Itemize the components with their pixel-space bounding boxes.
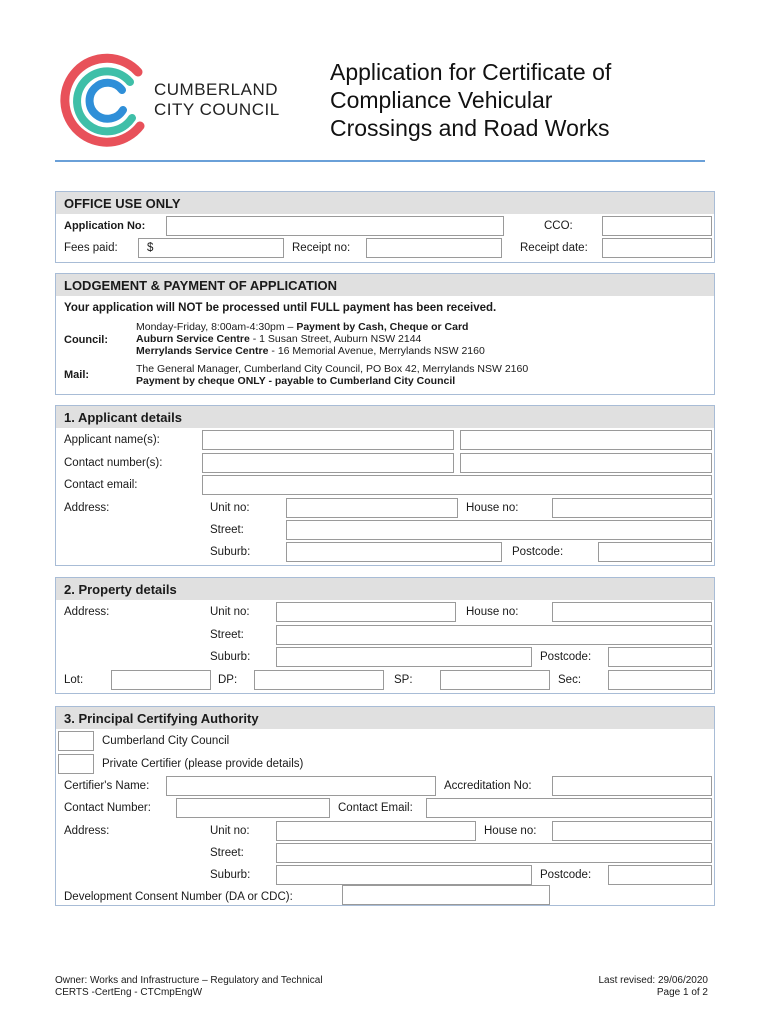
footer-owner: Owner: Works and Infrastructure – Regulatory and Technical bbox=[55, 975, 323, 986]
pca-heading: 3. Principal Certifying Authority bbox=[64, 711, 259, 726]
lot-field[interactable] bbox=[111, 670, 211, 690]
applicant-section bbox=[55, 405, 715, 566]
council-logo bbox=[58, 50, 308, 150]
footer-right bbox=[598, 975, 708, 999]
council-option-checkbox[interactable] bbox=[58, 731, 94, 751]
council-hours-line bbox=[136, 321, 468, 333]
property-unit-field[interactable] bbox=[276, 602, 456, 622]
certifier-house-field[interactable] bbox=[552, 821, 712, 841]
payment-warning: Your application will NOT be processed until FULL payment has been received. bbox=[64, 302, 497, 314]
applicant-unit-field[interactable] bbox=[286, 498, 458, 518]
applicant-house-label: House no: bbox=[466, 502, 519, 514]
logo-text-line1: CUMBERLAND bbox=[154, 80, 279, 99]
title-line1: Application for Certificate of bbox=[330, 59, 612, 85]
cco-field[interactable] bbox=[602, 216, 712, 236]
property-house-label: House no: bbox=[466, 606, 519, 618]
certifier-contact-number-field[interactable] bbox=[176, 798, 330, 818]
council-payment-methods: Payment by Cash, Cheque or Card bbox=[296, 321, 469, 333]
council-option-label: Cumberland City Council bbox=[102, 735, 230, 747]
applicant-name-field-1[interactable] bbox=[202, 430, 454, 450]
office-use-header bbox=[56, 192, 714, 214]
contact-email-field[interactable] bbox=[202, 475, 712, 495]
contact-number-field-2[interactable] bbox=[460, 453, 712, 473]
applicant-header bbox=[56, 406, 714, 428]
contact-number-field-1[interactable] bbox=[202, 453, 454, 473]
sp-field[interactable] bbox=[440, 670, 550, 690]
applicant-street-label: Street: bbox=[210, 524, 244, 536]
certifier-street-field[interactable] bbox=[276, 843, 712, 863]
logo-text-line2: CITY COUNCIL bbox=[154, 100, 280, 119]
auburn-centre-address: - 1 Susan Street, Auburn NSW 2144 bbox=[249, 333, 422, 345]
currency-symbol: $ bbox=[147, 242, 154, 254]
applicant-street-field[interactable] bbox=[286, 520, 712, 540]
private-certifier-checkbox[interactable] bbox=[58, 754, 94, 774]
certifier-postcode-label: Postcode: bbox=[540, 869, 592, 881]
property-street-field[interactable] bbox=[276, 625, 712, 645]
cco-label: CCO: bbox=[544, 220, 573, 232]
auburn-centre-name: Auburn Service Centre bbox=[136, 333, 250, 345]
pca-header bbox=[56, 707, 714, 729]
council-hours: Monday-Friday, 8:00am-4:30pm – bbox=[136, 321, 294, 333]
certifier-suburb-field[interactable] bbox=[276, 865, 532, 885]
pca-section bbox=[55, 706, 715, 906]
certifier-unit-label: Unit no: bbox=[210, 825, 250, 837]
fees-paid-label: Fees paid: bbox=[64, 242, 118, 254]
property-section bbox=[55, 577, 715, 694]
applicant-name-field-2[interactable] bbox=[460, 430, 712, 450]
consent-number-label: Development Consent Number (DA or CDC): bbox=[64, 891, 293, 903]
applicant-unit-label: Unit no: bbox=[210, 502, 250, 514]
accreditation-label: Accreditation No: bbox=[444, 780, 532, 792]
title-line2: Compliance Vehicular bbox=[330, 87, 553, 113]
certifier-house-label: House no: bbox=[484, 825, 537, 837]
sec-label: Sec: bbox=[558, 674, 582, 686]
mail-address: The General Manager, Cumberland City Council, PO Box 42, Merrylands NSW 2160 bbox=[136, 363, 529, 375]
auburn-centre-line bbox=[136, 333, 421, 345]
property-suburb-label: Suburb: bbox=[210, 651, 251, 663]
title-line3: Crossings and Road Works bbox=[330, 115, 610, 141]
certifier-postcode-field[interactable] bbox=[608, 865, 712, 885]
receipt-date-field[interactable] bbox=[602, 238, 712, 258]
certifier-contact-email-field[interactable] bbox=[426, 798, 712, 818]
receipt-no-field[interactable] bbox=[366, 238, 502, 258]
applicant-names-label: Applicant name(s): bbox=[64, 434, 160, 446]
application-no-field[interactable] bbox=[166, 216, 504, 236]
certifier-address-label: Address: bbox=[64, 825, 110, 837]
property-heading: 2. Property details bbox=[64, 582, 177, 597]
merrylands-centre-address: - 16 Memorial Avenue, Merrylands NSW 2160 bbox=[268, 345, 485, 357]
office-use-section bbox=[55, 191, 715, 263]
property-header bbox=[56, 578, 714, 600]
receipt-date-label: Receipt date: bbox=[520, 242, 588, 254]
certifier-name-field[interactable] bbox=[166, 776, 436, 796]
lodgement-section bbox=[55, 273, 715, 395]
application-no-label: Application No: bbox=[64, 220, 146, 232]
contact-numbers-label: Contact number(s): bbox=[64, 457, 163, 469]
property-postcode-field[interactable] bbox=[608, 647, 712, 667]
footer-code: CERTS -CertEng - CTCmpEngW bbox=[55, 987, 203, 998]
applicant-suburb-label: Suburb: bbox=[210, 546, 251, 558]
dp-field[interactable] bbox=[254, 670, 384, 690]
lodgement-heading: LODGEMENT & PAYMENT OF APPLICATION bbox=[64, 278, 338, 293]
applicant-suburb-field[interactable] bbox=[286, 542, 502, 562]
certifier-contact-email-label: Contact Email: bbox=[338, 802, 413, 814]
applicant-postcode-field[interactable] bbox=[598, 542, 712, 562]
council-label: Council: bbox=[64, 334, 108, 346]
title-divider bbox=[55, 160, 705, 162]
receipt-no-label: Receipt no: bbox=[292, 242, 351, 254]
property-address-label: Address: bbox=[64, 606, 110, 618]
certifier-contact-number-label: Contact Number: bbox=[64, 802, 151, 814]
applicant-house-field[interactable] bbox=[552, 498, 712, 518]
merrylands-centre-line bbox=[136, 345, 485, 357]
property-house-field[interactable] bbox=[552, 602, 712, 622]
consent-number-field[interactable] bbox=[342, 885, 550, 905]
property-postcode-label: Postcode: bbox=[540, 651, 592, 663]
logo-mark-icon bbox=[58, 50, 158, 150]
dp-label: DP: bbox=[218, 674, 238, 686]
footer-left bbox=[55, 975, 323, 999]
applicant-postcode-label: Postcode: bbox=[512, 546, 564, 558]
lot-label: Lot: bbox=[64, 674, 84, 686]
mail-payment-note: Payment by cheque ONLY - payable to Cumberland City Council bbox=[136, 375, 456, 387]
footer-page: Page 1 of 2 bbox=[656, 987, 708, 998]
accreditation-field[interactable] bbox=[552, 776, 712, 796]
applicant-address-label: Address: bbox=[64, 502, 110, 514]
certifier-name-label: Certifier's Name: bbox=[64, 780, 150, 792]
page-title bbox=[330, 58, 611, 142]
mail-label: Mail: bbox=[64, 369, 90, 381]
sec-field[interactable] bbox=[608, 670, 712, 690]
certifier-unit-field[interactable] bbox=[276, 821, 476, 841]
merrylands-centre-name: Merrylands Service Centre bbox=[136, 345, 269, 357]
certifier-suburb-label: Suburb: bbox=[210, 869, 251, 881]
lodgement-header bbox=[56, 274, 714, 296]
contact-email-label: Contact email: bbox=[64, 479, 138, 491]
fees-paid-field[interactable] bbox=[138, 238, 284, 258]
property-suburb-field[interactable] bbox=[276, 647, 532, 667]
private-certifier-label: Private Certifier (please provide details) bbox=[102, 758, 304, 770]
applicant-heading: 1. Applicant details bbox=[64, 410, 182, 425]
sp-label: SP: bbox=[394, 674, 413, 686]
footer-revised: Last revised: 29/06/2020 bbox=[598, 975, 708, 986]
office-use-heading: OFFICE USE ONLY bbox=[64, 196, 181, 211]
property-unit-label: Unit no: bbox=[210, 606, 250, 618]
property-street-label: Street: bbox=[210, 629, 244, 641]
certifier-street-label: Street: bbox=[210, 847, 244, 859]
